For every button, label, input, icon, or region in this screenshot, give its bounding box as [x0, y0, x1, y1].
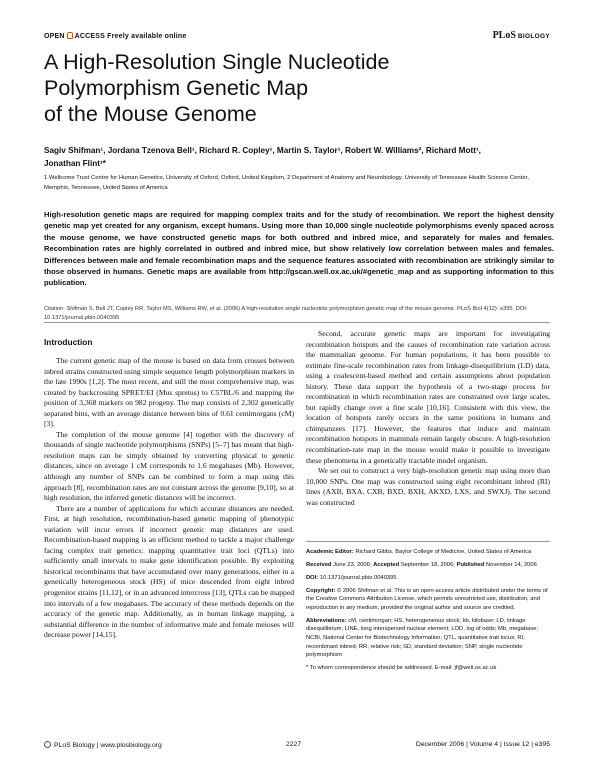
- doi-link[interactable]: 10.1371/journal.pbio.0040395: [319, 574, 397, 581]
- title-line: A High-Resolution Single Nucleotide: [44, 50, 390, 74]
- authors-line: Jonathan Flint¹*: [44, 158, 106, 168]
- open-access-label: [44, 32, 186, 40]
- paragraph: There are a number of applications for which accurate distances are needed. First, at high resolution, recombination-based genetic mapping of phenotypic variation will incur errors if incorrect genetic map distances are used. Recombination-based mapping is an efficient method to tackle a major challenge facing complex trait genetics: mapping quantitative trait loci (QTLs) into sufficiently small intervals to make gene identification possible. By exploiting historical recombinants that have accumulated over many generations, either in a genetically heterogeneous stock (HS) of mice descended from eight inbred progenitor strains [11,12], or in an advanced intercross [13], QTLs can be mapped into intervals of a few megabases. The accuracy of these methods depends on the accuracy of the genetic map. Additionally, as in human linkage mapping, a substantial difference in the number of informative male and female meioses will decrease power [14,15].: [44, 503, 294, 640]
- value: © 2006 Shifman et al. This is an open-access article distributed under the terms of the Creative Commons Attribution License, which permits unrestricted use, distribution, and reproduction in any medium, provided the original author and source are credited.: [306, 587, 548, 611]
- academic-editor: [306, 548, 550, 557]
- body-column-left: [44, 356, 294, 641]
- title-line: of the Mouse Genome: [44, 102, 257, 126]
- label: Received: [306, 561, 332, 568]
- value: Richard Gibbs, Baylor College of Medicine, United States of America: [355, 549, 532, 555]
- journal-header: [44, 30, 550, 44]
- label: Abbreviations:: [306, 617, 347, 624]
- authors-line: Sagiv Shifman¹, Jordana Tzenova Bell¹, Richard R. Copley¹, Martin S. Taylor¹, Robert W. Williams², Richard Mott¹,: [44, 146, 481, 155]
- open-access-word: OPEN: [44, 33, 65, 40]
- section-divider: [44, 322, 550, 323]
- citation: Citation: Shifman S, Bell JT, Copley RR, Taylor MS, Williams RW, et al. (2006) A high-resolution single nucleotide polymorphism genetic map of the mouse genome. PLoS Biol 4(12): e395. DOI: 10.1371/journal.pbio.0040395: [44, 306, 528, 321]
- paragraph: The current genetic map of the mouse is based on data from crosses between inbred strains constructed using simple sequence length polymorphism markers in the late 1990s [1,2]. The most recent, and still the most comprehensive map, was created by backcrossing SPRET/EI (Mus spretus) to C57BL/6 and mapping the position of 3,368 markers on 982 progeny. The map consists of 2,302 genetically separated bins, with an average distance between bins of 0.61 centimorgans (cM) [3].: [44, 356, 294, 429]
- dates: [306, 561, 550, 570]
- label: Academic Editor:: [306, 549, 354, 555]
- doi: [306, 574, 550, 583]
- footer-journal: [44, 741, 162, 749]
- abstract: High-resolution genetic maps are required for mapping complex traits and for the study of recombination. We report the highest density genetic map yet created for any organism, except humans. Using more than 10,000 single nucleotide polymorphisms evenly spaced across the mouse genome, we have constructed genetic maps for both outbred and inbred mice, and separately for males and females. Recombination rates are highly correlated in outbred and inbred mice, but show relatively low correlation between males and females. Differences between male and female recombination maps and the sequence features associated with recombination are strikingly similar to those observed in humans. Genetic maps are available from http://gscan.well.ox.ac.uk/#genetic_map and as supporting information to this publication.: [44, 210, 554, 288]
- introduction-heading: Introduction: [44, 337, 93, 347]
- paragraph: The completion of the mouse genome [4] together with the discovery of thousands of single nucleotide polymorphisms (SNPs) [5–7] has meant that high-resolution maps can be simply obtained by converting physical to genetic distances, since on average 1 cM corresponds to 1.6 megabases (Mb). However, although any number of SNPs can be combined to form a map using this approach [8], recombination rates are not constant across the genome [9,10], so at high resolution, the inferred genetic distances will be incorrect.: [44, 429, 294, 503]
- copyright: [306, 587, 550, 613]
- value: June 23, 2006;: [333, 561, 372, 568]
- value: cM, centimorgan; HS, heterogeneous stock; kb, kilobase; LD, linkage disequilibrium; LINE, long interspersed nuclear element; LOD, log of odds; Mb, megabase; NCBI, National Center for Biotechnology Information; QTL, quantitative trait locus; RI, recombinant inbred; RR, relative risk; SD, standard deviation; SNP, single nucleotide polymorphism: [306, 617, 538, 659]
- journal-logo: [493, 30, 550, 41]
- body-column-right: [306, 329, 550, 508]
- open-access-text: ACCESS Freely available online: [74, 33, 187, 40]
- correspondence: * To whom correspondence should be addressed. E-mail: jf@well.ox.ac.uk: [306, 665, 497, 672]
- footer-issue: December 2006 | Volume 4 | Issue 12 | e395: [415, 741, 550, 748]
- plos-swirl-icon: [44, 741, 51, 748]
- open-lock-icon: [67, 32, 73, 39]
- article-title: [44, 49, 550, 127]
- value: November 14, 2006: [485, 561, 537, 568]
- editorial-info: [306, 548, 550, 677]
- label: Copyright:: [306, 587, 336, 594]
- footer-left-text: PLoS Biology | www.plosbiology.org: [54, 742, 162, 749]
- journal-name: BIOLOGY: [517, 33, 550, 40]
- page-number: 2227: [286, 741, 302, 748]
- label: Published: [456, 561, 485, 568]
- abbreviations: [306, 617, 550, 660]
- paragraph: Second, accurate genetic maps are important for investigating recombination hotspots and the causes of recombination rate variation across the mammalian genome. For human populations, it has been possible to estimate fine-scale recombination rates from linkage-disequilibrium (LD) data, using a coalescent-based method and certain assumptions about population history. These data support the hypothesis of a two-stage process for recombination in which recombination rates are constrained over large scales, but rapidly change over a fine scale [10,16]. Consistent with this view, the location of hotspots rarely occurs in the same positions in humans and chimpanzees [17]. However, the features that induce and maintain recombination hotspots in mammals remain largely obscure. A high-resolution recombination-rate map in the mouse would make it possible to investigate these phenomena in a genetically tractable model organism.: [306, 329, 550, 465]
- title-line: Polymorphism Genetic Map: [44, 76, 309, 100]
- affiliations: 1 Wellcome Trust Centre for Human Genetics, University of Oxford, Oxford, United Kingdom, 2 Department of Anatomy and Neurobiology, University of Tennessee Health Science Center, Memphis, Tennessee, United States of America: [44, 175, 529, 191]
- author-list: [44, 145, 550, 170]
- label: Accepted: [373, 561, 400, 568]
- label: DOI:: [306, 574, 319, 581]
- value: September 18, 2006;: [400, 561, 455, 568]
- editorial-divider: [306, 541, 550, 542]
- paragraph: We set out to construct a very high-resolution genetic map using more than 10,000 SNPs. One map was constructed using eight recombinant inbred (RI) lines (AXB, BXA, CXB, BXD, BXH, AKXD, LXS, and SWXJ). The second was constructed: [306, 466, 550, 507]
- journal-brand: PLoS: [492, 30, 516, 41]
